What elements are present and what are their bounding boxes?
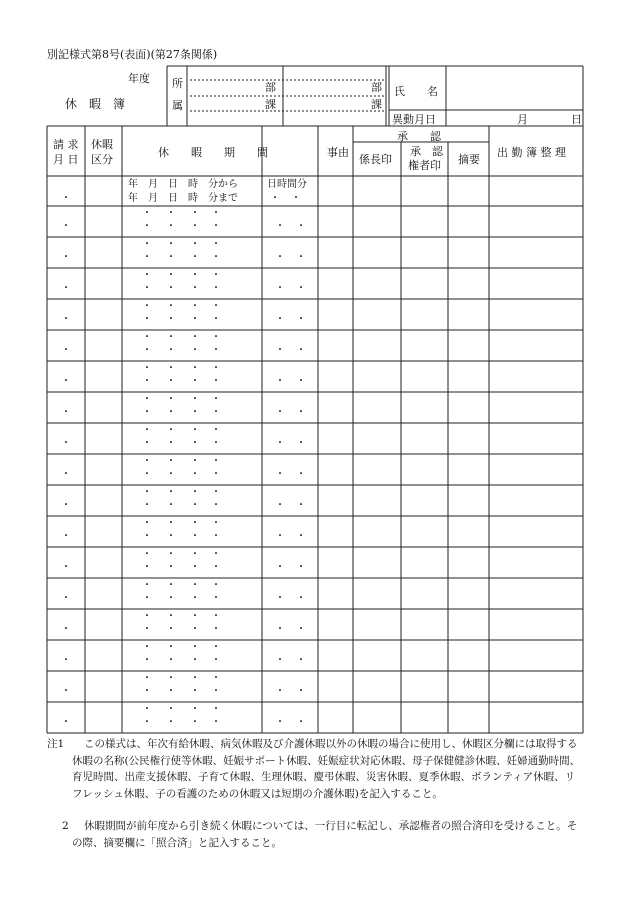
from-dot-1-row-10: ・ bbox=[166, 487, 176, 498]
to-dot-2-row-15: ・ bbox=[190, 655, 200, 666]
to-dot-2-row-11: ・ bbox=[190, 531, 200, 542]
from-dot-1-row-17: ・ bbox=[166, 704, 176, 715]
from-dot-3-row-3: ・ bbox=[211, 270, 221, 281]
from-dot-3-row-11: ・ bbox=[211, 518, 221, 529]
to-dot-3-row-12: ・ bbox=[211, 562, 221, 573]
total-dot-a-row-6: ・ bbox=[275, 376, 285, 387]
date-dot-row-9: ・ bbox=[61, 469, 71, 480]
to-dot-0-row-16: ・ bbox=[142, 686, 152, 697]
from-dot-2-row-8: ・ bbox=[190, 425, 200, 436]
to-dot-3-row-13: ・ bbox=[211, 593, 221, 604]
to-dot-0-row-4: ・ bbox=[142, 314, 152, 325]
to-dot-3-row-11: ・ bbox=[211, 531, 221, 542]
shimei-label: 氏 名 bbox=[394, 85, 438, 98]
total-dot-b-row-8: ・ bbox=[296, 438, 306, 449]
from-dot-2-row-10: ・ bbox=[190, 487, 200, 498]
shozoku-label-1: 所 bbox=[172, 77, 183, 90]
from-dot-3-row-2: ・ bbox=[211, 239, 221, 250]
from-dot-0-row-13: ・ bbox=[142, 580, 152, 591]
to-dot-0-row-7: ・ bbox=[142, 407, 152, 418]
from-dot-1-row-11: ・ bbox=[166, 518, 176, 529]
date-dot-row-0: ・ bbox=[61, 193, 71, 204]
to-dot-1-row-4: ・ bbox=[166, 314, 176, 325]
total-dot-a-row-1: ・ bbox=[275, 221, 285, 232]
to-dot-2-row-12: ・ bbox=[190, 562, 200, 573]
nendo-label: 年度 bbox=[128, 72, 150, 85]
from-dot-2-row-6: ・ bbox=[190, 363, 200, 374]
date-dot-row-1: ・ bbox=[61, 221, 71, 232]
date-dot-row-17: ・ bbox=[61, 717, 71, 728]
total-dot-a-row-11: ・ bbox=[275, 531, 285, 542]
total-dot-a-row-10: ・ bbox=[275, 500, 285, 511]
from-dot-2-row-12: ・ bbox=[190, 549, 200, 560]
from-dot-1-row-6: ・ bbox=[166, 363, 176, 374]
to-dot-2-row-2: ・ bbox=[190, 252, 200, 263]
to-dot-3-row-6: ・ bbox=[211, 376, 221, 387]
to-dot-3-row-8: ・ bbox=[211, 438, 221, 449]
from-dot-1-row-9: ・ bbox=[166, 456, 176, 467]
to-dot-0-row-13: ・ bbox=[142, 593, 152, 604]
col-kyuka: 休暇 bbox=[91, 138, 113, 151]
idou-label: 異動月日 bbox=[392, 113, 436, 126]
kyuka-bo-title: 休 暇 簿 bbox=[65, 97, 126, 111]
bu-label-2: 部 bbox=[371, 81, 382, 94]
from-dot-2-row-9: ・ bbox=[190, 456, 200, 467]
total-dot-b-row-6: ・ bbox=[296, 376, 306, 387]
to-dot-0-row-17: ・ bbox=[142, 717, 152, 728]
from-dot-2-row-13: ・ bbox=[190, 580, 200, 591]
from-dot-0-row-9: ・ bbox=[142, 456, 152, 467]
to-dot-1-row-5: ・ bbox=[166, 345, 176, 356]
total-dot-b-row-12: ・ bbox=[296, 562, 306, 573]
total-dot-a-row-4: ・ bbox=[275, 314, 285, 325]
col-kubun: 区分 bbox=[91, 153, 113, 166]
date-dot-row-6: ・ bbox=[61, 376, 71, 387]
period-from-line: 年 月 日 時 分から bbox=[128, 179, 238, 190]
date-dot-row-12: ・ bbox=[61, 562, 71, 573]
col-kikan: 休 暇 期 間 bbox=[158, 146, 268, 159]
to-dot-2-row-1: ・ bbox=[190, 221, 200, 232]
from-dot-1-row-14: ・ bbox=[166, 611, 176, 622]
to-dot-1-row-1: ・ bbox=[166, 221, 176, 232]
to-dot-1-row-7: ・ bbox=[166, 407, 176, 418]
from-dot-2-row-16: ・ bbox=[190, 673, 200, 684]
from-dot-0-row-1: ・ bbox=[142, 208, 152, 219]
bu-label-1: 部 bbox=[265, 81, 276, 94]
col-shoninsha-1: 承 認 bbox=[410, 145, 443, 158]
col-shoninsha-2: 権者印 bbox=[408, 159, 441, 172]
date-dot-row-16: ・ bbox=[61, 686, 71, 697]
from-dot-2-row-14: ・ bbox=[190, 611, 200, 622]
total-dot-a-row-16: ・ bbox=[275, 686, 285, 697]
to-dot-0-row-14: ・ bbox=[142, 624, 152, 635]
to-dot-0-row-9: ・ bbox=[142, 469, 152, 480]
total-dot-b-row-15: ・ bbox=[296, 655, 306, 666]
to-dot-3-row-17: ・ bbox=[211, 717, 221, 728]
to-dot-3-row-14: ・ bbox=[211, 624, 221, 635]
to-dot-1-row-11: ・ bbox=[166, 531, 176, 542]
from-dot-3-row-8: ・ bbox=[211, 425, 221, 436]
to-dot-1-row-17: ・ bbox=[166, 717, 176, 728]
to-dot-2-row-10: ・ bbox=[190, 500, 200, 511]
from-dot-2-row-5: ・ bbox=[190, 332, 200, 343]
to-dot-1-row-15: ・ bbox=[166, 655, 176, 666]
date-dot-row-8: ・ bbox=[61, 438, 71, 449]
from-dot-0-row-16: ・ bbox=[142, 673, 152, 684]
date-dot-row-11: ・ bbox=[61, 531, 71, 542]
from-dot-1-row-13: ・ bbox=[166, 580, 176, 591]
date-dot-row-5: ・ bbox=[61, 345, 71, 356]
to-dot-3-row-4: ・ bbox=[211, 314, 221, 325]
from-dot-0-row-14: ・ bbox=[142, 611, 152, 622]
to-dot-1-row-9: ・ bbox=[166, 469, 176, 480]
to-dot-2-row-3: ・ bbox=[190, 283, 200, 294]
from-dot-0-row-8: ・ bbox=[142, 425, 152, 436]
from-dot-0-row-11: ・ bbox=[142, 518, 152, 529]
date-dot-row-7: ・ bbox=[61, 407, 71, 418]
from-dot-0-row-4: ・ bbox=[142, 301, 152, 312]
from-dot-3-row-16: ・ bbox=[211, 673, 221, 684]
date-dot-row-3: ・ bbox=[61, 283, 71, 294]
to-dot-1-row-14: ・ bbox=[166, 624, 176, 635]
col-shukkin: 出 勤 簿 整 理 bbox=[497, 146, 566, 159]
to-dot-1-row-12: ・ bbox=[166, 562, 176, 573]
from-dot-1-row-5: ・ bbox=[166, 332, 176, 343]
total-dot-b-row-11: ・ bbox=[296, 531, 306, 542]
to-dot-2-row-5: ・ bbox=[190, 345, 200, 356]
total-dot-a-row-15: ・ bbox=[275, 655, 285, 666]
period-total-label: 日時間分 bbox=[267, 179, 307, 190]
from-dot-0-row-12: ・ bbox=[142, 549, 152, 560]
total-dot-b-row-7: ・ bbox=[296, 407, 306, 418]
col-jiyu: 事由 bbox=[327, 146, 349, 159]
total-dot-a-row-0: ・ bbox=[270, 193, 280, 204]
to-dot-0-row-12: ・ bbox=[142, 562, 152, 573]
from-dot-0-row-3: ・ bbox=[142, 270, 152, 281]
to-dot-2-row-8: ・ bbox=[190, 438, 200, 449]
to-dot-0-row-10: ・ bbox=[142, 500, 152, 511]
form-label: 別記様式第8号(表面)(第27条関係) bbox=[47, 48, 218, 61]
to-dot-0-row-15: ・ bbox=[142, 655, 152, 666]
date-dot-row-2: ・ bbox=[61, 252, 71, 263]
from-dot-3-row-12: ・ bbox=[211, 549, 221, 560]
to-dot-0-row-1: ・ bbox=[142, 221, 152, 232]
from-dot-0-row-2: ・ bbox=[142, 239, 152, 250]
from-dot-3-row-5: ・ bbox=[211, 332, 221, 343]
to-dot-2-row-13: ・ bbox=[190, 593, 200, 604]
from-dot-2-row-7: ・ bbox=[190, 394, 200, 405]
note-1-text: この様式は、年次有給休暇、病気休暇及び介護休暇以外の休暇の場合に使用し、休暇区分欄には取得する休暇の名称(公民権行使等休暇、妊娠サポート休暇、妊娠症状対応休暇、母子保健健診休暇、妊婦通勤時間、育児時間、出産支援休暇、子育て休暇、生理休暇、慶弔休暇、災害休暇、夏季休暇、ボランティア休暇、リフレッシュ休暇、子の看護のための休暇又は短期の介護休暇)を記入すること。 bbox=[72, 738, 581, 800]
to-dot-0-row-8: ・ bbox=[142, 438, 152, 449]
from-dot-0-row-10: ・ bbox=[142, 487, 152, 498]
to-dot-2-row-9: ・ bbox=[190, 469, 200, 480]
total-dot-b-row-10: ・ bbox=[296, 500, 306, 511]
from-dot-0-row-7: ・ bbox=[142, 394, 152, 405]
col-seikyu: 請 求 bbox=[53, 138, 79, 151]
date-dot-row-14: ・ bbox=[61, 624, 71, 635]
total-dot-a-row-17: ・ bbox=[275, 717, 285, 728]
from-dot-3-row-15: ・ bbox=[211, 642, 221, 653]
to-dot-2-row-14: ・ bbox=[190, 624, 200, 635]
to-dot-3-row-16: ・ bbox=[211, 686, 221, 697]
to-dot-2-row-7: ・ bbox=[190, 407, 200, 418]
col-kakaricho: 係長印 bbox=[359, 153, 392, 166]
to-dot-1-row-8: ・ bbox=[166, 438, 176, 449]
from-dot-0-row-5: ・ bbox=[142, 332, 152, 343]
to-dot-0-row-6: ・ bbox=[142, 376, 152, 387]
to-dot-3-row-9: ・ bbox=[211, 469, 221, 480]
from-dot-3-row-7: ・ bbox=[211, 394, 221, 405]
from-dot-3-row-14: ・ bbox=[211, 611, 221, 622]
from-dot-0-row-17: ・ bbox=[142, 704, 152, 715]
to-dot-1-row-10: ・ bbox=[166, 500, 176, 511]
from-dot-1-row-1: ・ bbox=[166, 208, 176, 219]
shozoku-label-2: 属 bbox=[172, 99, 183, 112]
to-dot-3-row-15: ・ bbox=[211, 655, 221, 666]
total-dot-b-row-9: ・ bbox=[296, 469, 306, 480]
total-dot-a-row-9: ・ bbox=[275, 469, 285, 480]
to-dot-2-row-17: ・ bbox=[190, 717, 200, 728]
total-dot-b-row-16: ・ bbox=[296, 686, 306, 697]
from-dot-2-row-11: ・ bbox=[190, 518, 200, 529]
date-dot-row-15: ・ bbox=[61, 655, 71, 666]
to-dot-1-row-6: ・ bbox=[166, 376, 176, 387]
from-dot-3-row-10: ・ bbox=[211, 487, 221, 498]
to-dot-0-row-11: ・ bbox=[142, 531, 152, 542]
total-dot-b-row-4: ・ bbox=[296, 314, 306, 325]
total-dot-b-row-13: ・ bbox=[296, 593, 306, 604]
from-dot-0-row-6: ・ bbox=[142, 363, 152, 374]
from-dot-1-row-3: ・ bbox=[166, 270, 176, 281]
date-dot-row-4: ・ bbox=[61, 314, 71, 325]
total-dot-b-row-1: ・ bbox=[296, 221, 306, 232]
from-dot-3-row-1: ・ bbox=[211, 208, 221, 219]
total-dot-a-row-13: ・ bbox=[275, 593, 285, 604]
total-dot-a-row-8: ・ bbox=[275, 438, 285, 449]
to-dot-1-row-13: ・ bbox=[166, 593, 176, 604]
col-shonin: 承 認 bbox=[397, 130, 441, 143]
total-dot-a-row-12: ・ bbox=[275, 562, 285, 573]
from-dot-3-row-17: ・ bbox=[211, 704, 221, 715]
total-dot-a-row-14: ・ bbox=[275, 624, 285, 635]
total-dot-a-row-7: ・ bbox=[275, 407, 285, 418]
from-dot-1-row-16: ・ bbox=[166, 673, 176, 684]
date-dot-row-13: ・ bbox=[61, 593, 71, 604]
from-dot-1-row-2: ・ bbox=[166, 239, 176, 250]
from-dot-1-row-7: ・ bbox=[166, 394, 176, 405]
to-dot-2-row-16: ・ bbox=[190, 686, 200, 697]
note-2-mark: 2 bbox=[62, 820, 69, 832]
from-dot-2-row-15: ・ bbox=[190, 642, 200, 653]
from-dot-1-row-8: ・ bbox=[166, 425, 176, 436]
ka-label-1: 課 bbox=[265, 98, 276, 111]
to-dot-1-row-2: ・ bbox=[166, 252, 176, 263]
to-dot-3-row-5: ・ bbox=[211, 345, 221, 356]
from-dot-1-row-15: ・ bbox=[166, 642, 176, 653]
from-dot-3-row-13: ・ bbox=[211, 580, 221, 591]
idou-month: 月 bbox=[517, 113, 528, 126]
to-dot-0-row-2: ・ bbox=[142, 252, 152, 263]
total-dot-a-row-3: ・ bbox=[275, 283, 285, 294]
ka-label-2: 課 bbox=[371, 98, 382, 111]
note-2-text: 休暇期間が前年度から引き続く休暇については、一行目に転記し、承認権者の照合済印を受けること。その際、摘要欄に「照合済」と記入すること。 bbox=[72, 820, 578, 849]
from-dot-1-row-12: ・ bbox=[166, 549, 176, 560]
to-dot-3-row-2: ・ bbox=[211, 252, 221, 263]
to-dot-1-row-3: ・ bbox=[166, 283, 176, 294]
to-dot-1-row-16: ・ bbox=[166, 686, 176, 697]
period-to-line: 年 月 日 時 分まで bbox=[128, 193, 238, 204]
from-dot-2-row-2: ・ bbox=[190, 239, 200, 250]
to-dot-0-row-5: ・ bbox=[142, 345, 152, 356]
from-dot-2-row-4: ・ bbox=[190, 301, 200, 312]
to-dot-2-row-4: ・ bbox=[190, 314, 200, 325]
total-dot-b-row-17: ・ bbox=[296, 717, 306, 728]
to-dot-3-row-10: ・ bbox=[211, 500, 221, 511]
to-dot-3-row-3: ・ bbox=[211, 283, 221, 294]
from-dot-3-row-4: ・ bbox=[211, 301, 221, 312]
from-dot-1-row-4: ・ bbox=[166, 301, 176, 312]
from-dot-0-row-15: ・ bbox=[142, 642, 152, 653]
total-dot-b-row-2: ・ bbox=[296, 252, 306, 263]
to-dot-2-row-6: ・ bbox=[190, 376, 200, 387]
from-dot-2-row-3: ・ bbox=[190, 270, 200, 281]
col-tekiyo: 摘要 bbox=[458, 153, 480, 166]
total-dot-b-row-14: ・ bbox=[296, 624, 306, 635]
col-gappi: 月 日 bbox=[53, 153, 79, 166]
to-dot-0-row-3: ・ bbox=[142, 283, 152, 294]
idou-day: 日 bbox=[571, 113, 582, 126]
total-dot-a-row-5: ・ bbox=[275, 345, 285, 356]
to-dot-3-row-7: ・ bbox=[211, 407, 221, 418]
note-1-mark: 注1 bbox=[47, 738, 65, 750]
date-dot-row-10: ・ bbox=[61, 500, 71, 511]
total-dot-b-row-5: ・ bbox=[296, 345, 306, 356]
to-dot-3-row-1: ・ bbox=[211, 221, 221, 232]
from-dot-2-row-1: ・ bbox=[190, 208, 200, 219]
total-dot-a-row-2: ・ bbox=[275, 252, 285, 263]
from-dot-2-row-17: ・ bbox=[190, 704, 200, 715]
from-dot-3-row-9: ・ bbox=[211, 456, 221, 467]
from-dot-3-row-6: ・ bbox=[211, 363, 221, 374]
total-dot-b-row-3: ・ bbox=[296, 283, 306, 294]
total-dot-b-row-0: ・ bbox=[291, 193, 301, 204]
